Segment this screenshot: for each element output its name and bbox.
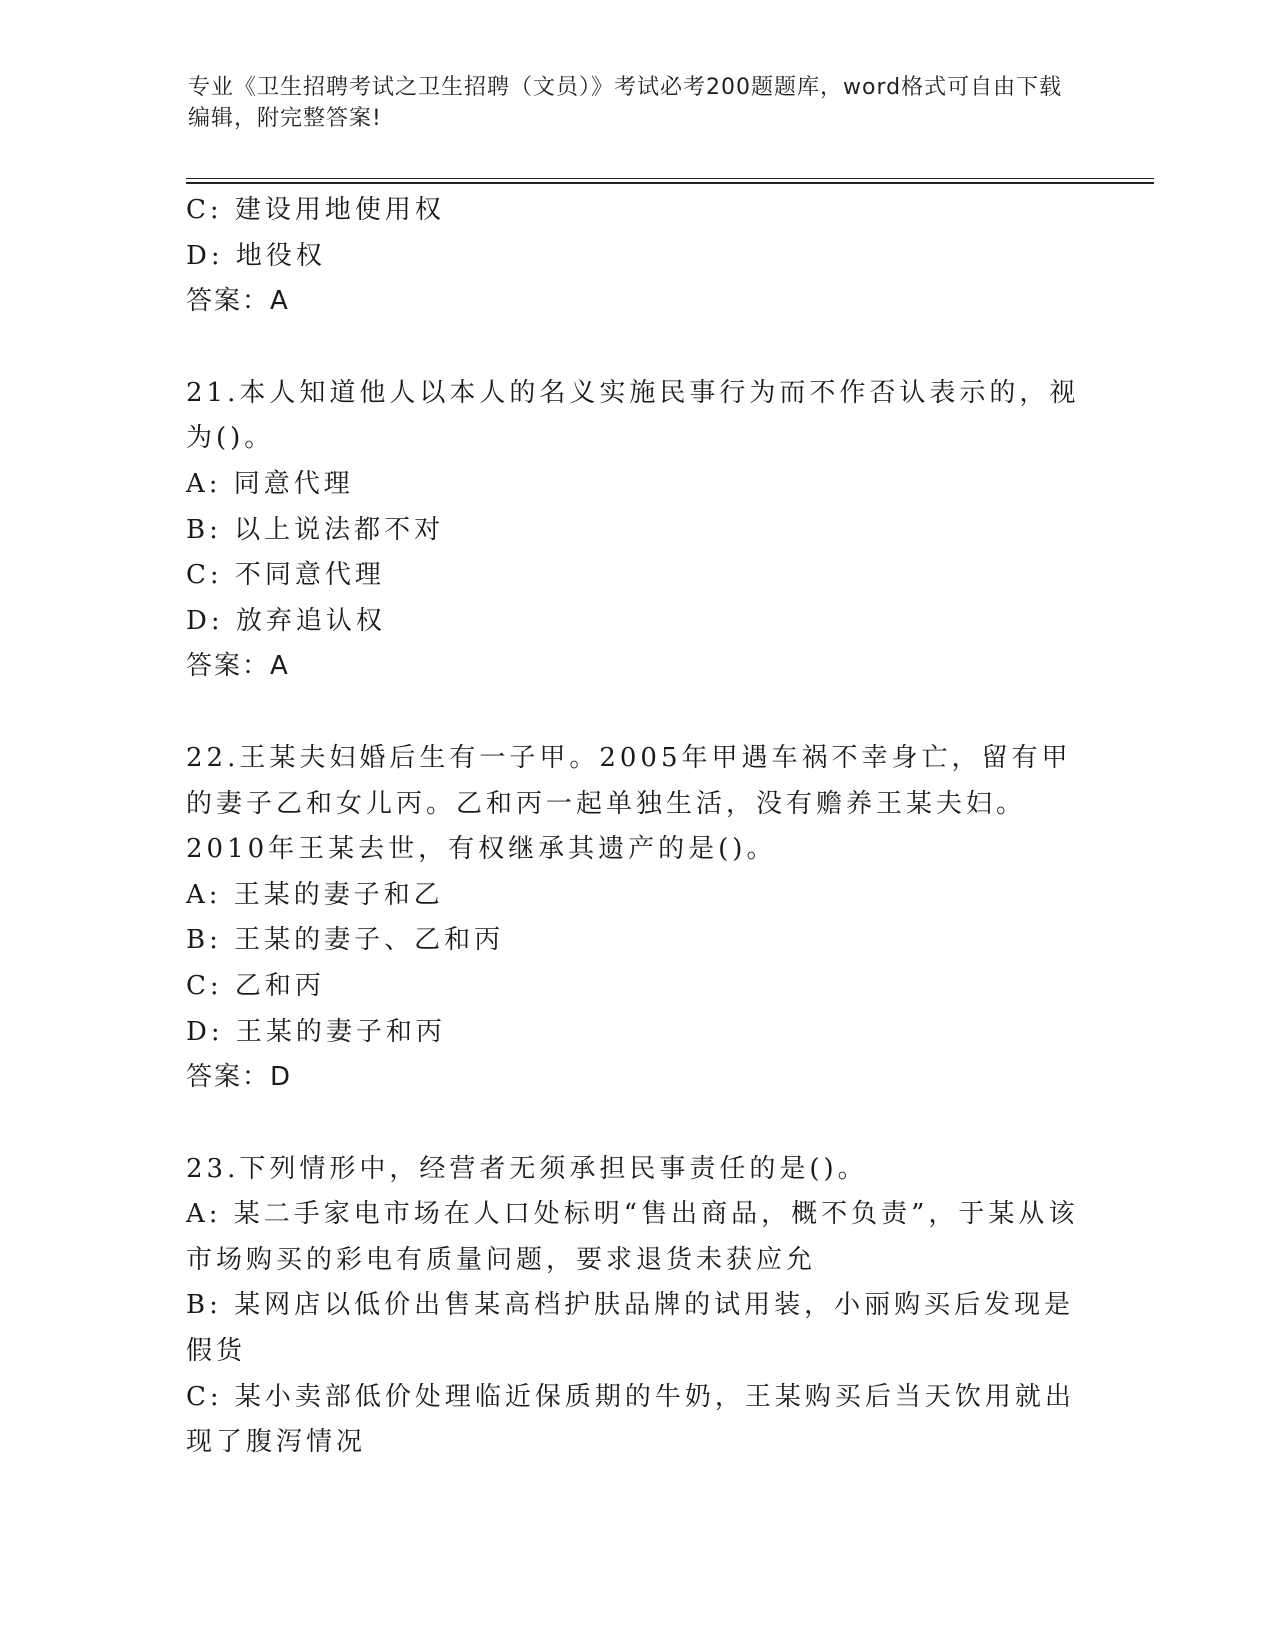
option-a: A: 同意代理: [186, 468, 354, 499]
question-stem: 21.本人知道他人以本人的名义实施民事行为而不作否认表示的，视为()。: [186, 377, 1080, 454]
question-stem: 22.王某夫妇婚后生有一子甲。2005年甲遇车祸不幸身亡，留有甲的妻子乙和女儿丙。乙和丙一起单独生活，没有赡养王某夫妇。2010年王某去世，有权继承其遗产的是()。: [186, 742, 1072, 865]
option-a: A: 某二手家电市场在人口处标明“售出商品，概不负责”，于某从该市场购买的彩电有质量问题，要求退货未获应允: [186, 1199, 1079, 1275]
option-c: C: 乙和丙: [186, 970, 325, 1001]
question-23: [186, 1147, 1086, 1466]
option-b: B: 以上说法都不对: [186, 514, 445, 545]
option-a: A: 王某的妻子和乙: [186, 879, 444, 910]
question-stem: 23.下列情形中，经营者无须承担民事责任的是()。: [186, 1153, 868, 1184]
question-22: [186, 736, 1086, 1101]
question-list: [186, 188, 1086, 1466]
answer-line: 答案：A: [186, 286, 290, 317]
option-b: B: 王某的妻子、乙和丙: [186, 925, 505, 956]
option-c: C: 建设用地使用权: [186, 195, 445, 225]
option-d: D: 地役权: [186, 240, 326, 271]
option-b: B: 某网店以低价出售某高档护肤品牌的试用装，小丽购买后发现是假货: [186, 1290, 1075, 1367]
question-21: [186, 371, 1086, 690]
previous-question-tail: [186, 188, 1086, 325]
header-divider-thick: [186, 182, 1154, 184]
answer-line: 答案：D: [186, 1062, 293, 1093]
option-d: D: 放弃追认权: [186, 605, 386, 636]
answer-line: 答案：A: [186, 651, 290, 682]
option-c: C: 不同意代理: [186, 560, 385, 591]
option-c: C: 某小卖部低价处理临近保质期的牛奶，王某购买后当天饮用就出现了腹泻情况: [186, 1381, 1075, 1458]
option-d: D: 王某的妻子和丙: [186, 1016, 446, 1047]
header-divider-thin: [186, 178, 1154, 179]
document-header: 专业《卫生招聘考试之卫生招聘（文员）》考试必考200题题库，word格式可自由下载编辑，附完整答案!: [188, 75, 1063, 131]
